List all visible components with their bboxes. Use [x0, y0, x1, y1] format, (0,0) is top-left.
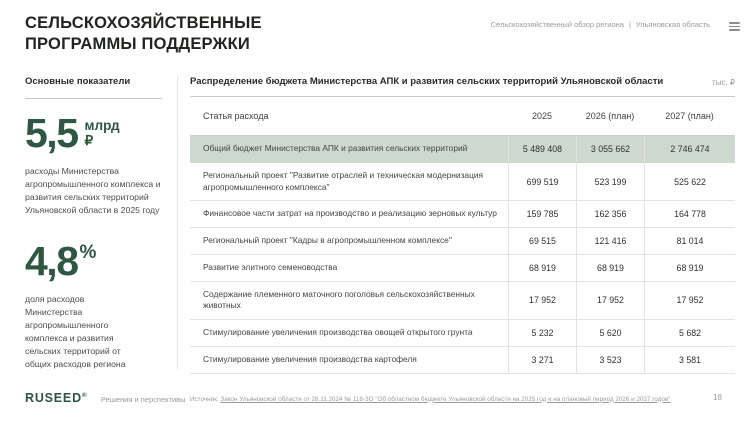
table-row	[190, 255, 735, 282]
row-value-2025: 68 919	[508, 255, 576, 281]
metric-share-description: доля расходов Министерства агропромышленного комплекса и развития сельских территорий от общих расходов региона	[25, 293, 126, 369]
row-label: Региональный проект "Кадры в агропромышленном комплексе"	[203, 235, 452, 246]
breadcrumb-report-name: Сельскохозяйственный обзор региона	[490, 20, 624, 29]
column-header-2026: 2026 (план)	[585, 111, 635, 121]
page-title-line1: СЕЛЬСКОХОЗЯЙСТВЕННЫЕ	[25, 14, 262, 32]
budget-table-title: Распределение бюджета Министерства АПК и развития сельских территорий Ульяновской области	[190, 76, 664, 87]
source-note	[190, 396, 670, 403]
budget-table-title-row	[190, 76, 735, 97]
key-indicators-heading: Основные показатели	[25, 76, 162, 99]
ruseed-logo: RUSEED®	[25, 391, 88, 405]
row-value-2025: 699 519	[508, 163, 576, 201]
row-label: Финансовое части затрат на производство и реализацию зерновых культур	[203, 208, 497, 219]
metric-share-value-row	[25, 237, 162, 284]
budget-table-section	[190, 76, 735, 374]
footer-tagline: Решения и перспективы	[101, 395, 186, 404]
row-label: Развитие элитного семеноводства	[203, 261, 338, 272]
row-value-2025: 69 515	[508, 228, 576, 254]
budget-table-header	[190, 97, 735, 136]
row-value-2027: 68 919	[644, 255, 735, 281]
row-value-2027: 3 581	[644, 347, 735, 373]
row-label: Стимулирование увеличения производства овощей открытого грунта	[203, 327, 473, 338]
menu-icon[interactable]	[729, 22, 740, 31]
row-value-2025: 3 271	[508, 347, 576, 373]
registered-mark: ®	[81, 391, 88, 399]
row-value-2026: 3 523	[576, 347, 644, 373]
row-value-2027: 17 952	[644, 282, 735, 320]
budget-table-body	[190, 136, 735, 374]
row-label: Содержание племенного маточного поголовья сельскохозяйственных животных	[203, 288, 475, 311]
column-header-expense: Статья расхода	[203, 111, 269, 121]
source-prefix: Источник:	[190, 395, 219, 403]
metric-share	[25, 237, 162, 371]
row-value-2026: 121 416	[576, 228, 644, 254]
row-value-2025: 159 785	[508, 201, 576, 227]
column-header-2025: 2025	[531, 111, 553, 121]
row-value-2025: 17 952	[508, 282, 576, 320]
metric-budget-unit: млрд ₽	[84, 118, 120, 149]
metric-share-value: 4,8	[25, 237, 78, 284]
row-value-2026: 68 919	[576, 255, 644, 281]
breadcrumb-separator: |	[628, 20, 631, 29]
table-row	[190, 163, 735, 202]
row-value-2026: 162 356	[576, 201, 644, 227]
table-row	[190, 347, 735, 374]
metric-budget-description: расходы Министерства агропромышленного комплекса и развития сельских территорий Ульяновской области в 2025 году	[25, 165, 161, 215]
metric-share-unit: %	[79, 241, 97, 263]
budget-table-unit: тыс. ₽	[712, 78, 735, 87]
row-value-2027: 5 682	[644, 320, 735, 346]
table-row	[190, 228, 735, 255]
table-row	[190, 136, 735, 163]
row-value-2025: 5 489 408	[508, 136, 576, 162]
row-value-2025: 5 232	[508, 320, 576, 346]
key-indicators-panel	[25, 76, 162, 371]
row-label: Общий бюджет Министерства АПК и развития сельских территорий	[203, 143, 468, 153]
vertical-divider	[177, 76, 178, 369]
row-value-2026: 3 055 662	[576, 136, 644, 162]
row-value-2027: 525 622	[644, 163, 735, 201]
row-value-2026: 17 952	[576, 282, 644, 320]
metric-budget	[25, 110, 162, 217]
breadcrumb-region: Ульяновская область	[635, 20, 710, 29]
row-value-2027: 81 014	[644, 228, 735, 254]
page-title	[25, 13, 262, 56]
page-number: 18	[713, 393, 722, 402]
table-row	[190, 201, 735, 228]
row-label: Региональный проект "Развитие отраслей и техническая модернизация агропромышленного комплекса"	[203, 169, 484, 192]
row-label: Стимулирование увеличения производства картофеля	[203, 353, 417, 364]
row-value-2026: 523 199	[576, 163, 644, 201]
metric-budget-value: 5,5	[25, 110, 78, 156]
source-link[interactable]: Закон Ульяновской области от 28.11.2024 № 118-ЗО "Об областном бюджете Ульяновской области на 2025 год и на плановый период 2026 и 2027 годов"	[220, 395, 671, 403]
table-row	[190, 282, 735, 321]
row-value-2027: 2 746 474	[644, 136, 735, 162]
metric-budget-value-row	[25, 110, 162, 156]
breadcrumb	[491, 20, 710, 29]
row-value-2026: 5 620	[576, 320, 644, 346]
row-value-2027: 164 778	[644, 201, 735, 227]
page-title-line2: ПРОГРАММЫ ПОДДЕРЖКИ	[25, 35, 250, 54]
column-header-2027: 2027 (план)	[665, 111, 714, 121]
table-row	[190, 320, 735, 347]
